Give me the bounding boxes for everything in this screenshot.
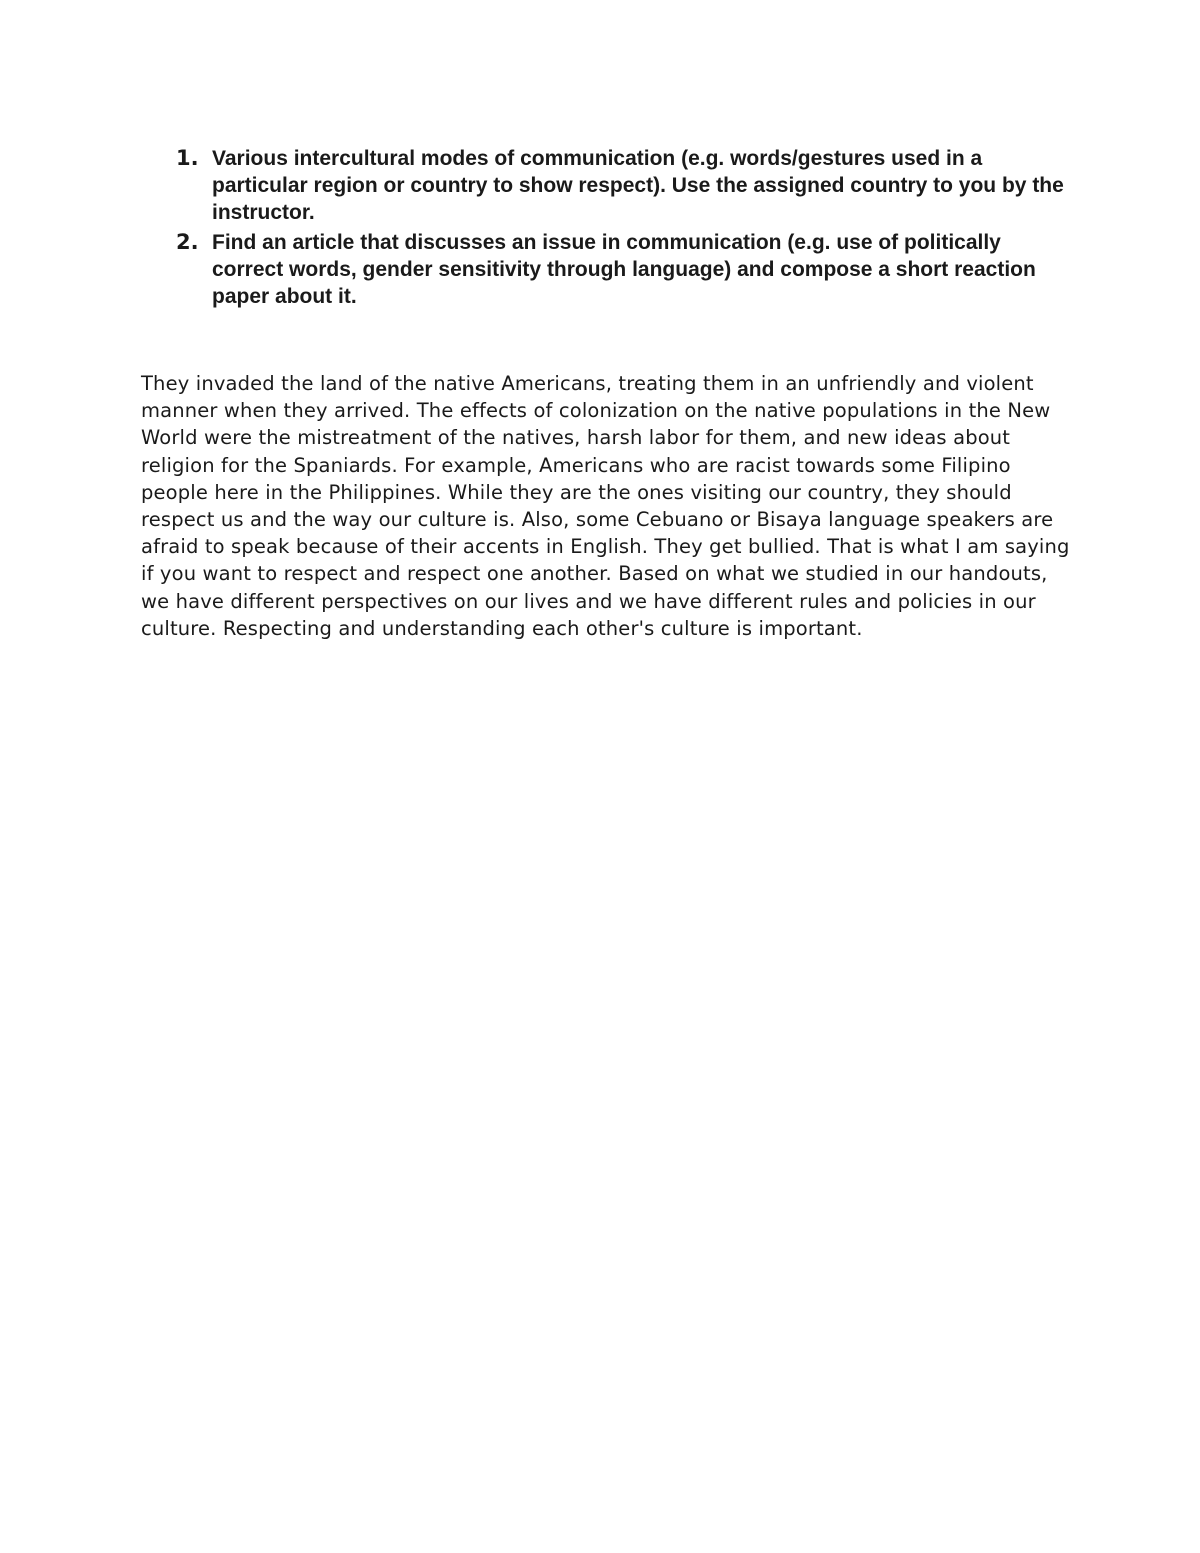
instruction-item-1	[176, 145, 1076, 226]
instruction-number: 2.	[176, 230, 199, 254]
instruction-item-2	[176, 229, 1076, 310]
instruction-list	[176, 145, 1076, 313]
reaction-paragraph: They invaded the land of the native Americans, treating them in an unfriendly and violent manner when they arrived. The effects of colonization on the native populations in the New World were the mistreatment of the natives, harsh labor for them, and new ideas about religion for the Spaniards. For example, Americans who are racist towards some Filipino people here in the Philippines. While they are the ones visiting our country, they should respect us and the way our culture is. Also, some Cebuano or Bisaya language speakers are afraid to speak because of their accents in English. They get bullied. That is what I am saying if you want to respect and respect one another. Based on what we studied in our handouts, we have different perspectives on our lives and we have different rules and policies in our culture. Respecting and understanding each other's culture is important.	[141, 372, 1070, 640]
instruction-text: Various intercultural modes of communication (e.g. words/gestures used in a particular region or country to show respect). Use the assigned country to you by the instructor.	[212, 147, 1064, 224]
instruction-number: 1.	[176, 146, 199, 170]
instruction-text: Find an article that discusses an issue in communication (e.g. use of politically correct words, gender sensitivity through language) and compose a short reaction paper about it.	[212, 231, 1036, 308]
